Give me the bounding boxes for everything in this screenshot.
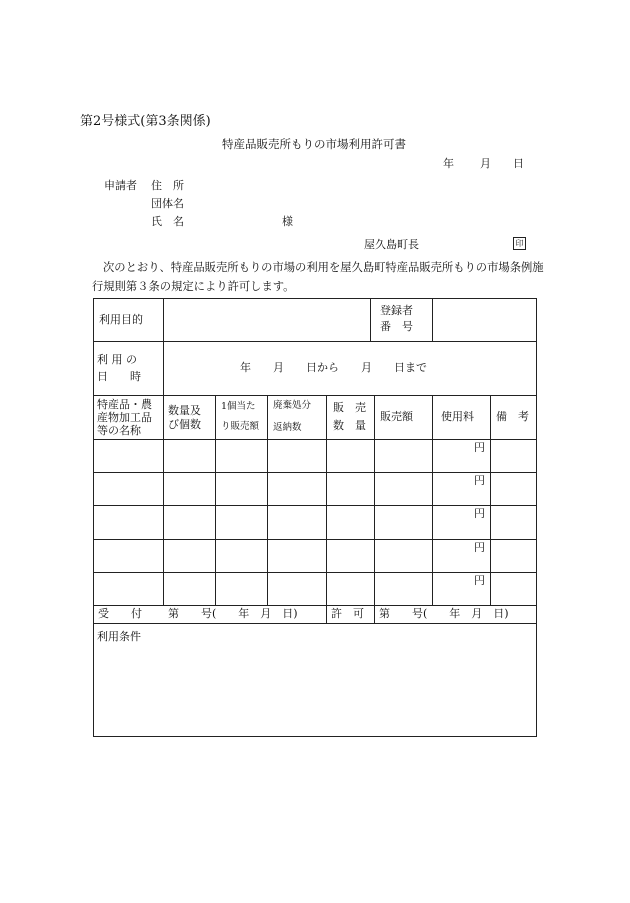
form-number-label: 第2号様式(第3条関係) — [80, 114, 211, 129]
header-product-name-2: 産物加工品 — [97, 411, 152, 424]
permission-label: 許 可 — [331, 607, 364, 620]
permission-number-date: 第 号( 年 月 日) — [379, 607, 509, 620]
permission-statement: 次のとおり、特産品販売所もりの市場の利用を屋久島町特産品販売所もりの市場条例施行規則第３条の規定により許可します。 — [92, 261, 544, 293]
date-year: 年 — [443, 157, 454, 170]
usage-conditions-label: 利用条件 — [97, 630, 141, 643]
header-sales-qty: 販 売 — [333, 401, 366, 414]
group-name-label: 団体名 — [151, 197, 184, 210]
name-label: 氏 名 — [151, 215, 184, 228]
registrant-number-label: 番 号 — [380, 320, 413, 333]
registrant-label: 登録者 — [380, 304, 413, 317]
date-month: 月 — [480, 157, 491, 170]
header-remarks: 備 考 — [496, 410, 529, 423]
header-quantity-2: び個数 — [168, 418, 201, 431]
fee-yen-unit: 円 — [474, 441, 485, 454]
usage-period-value: 年 月 日から 月 日まで — [240, 361, 427, 374]
applicant-label: 申請者 — [104, 179, 137, 192]
header-product-name-3: 等の名称 — [97, 424, 141, 437]
honorific-sama: 様 — [282, 215, 293, 228]
document-title: 特産品販売所もりの市場利用許可書 — [222, 137, 406, 151]
fee-yen-unit: 円 — [474, 541, 485, 554]
header-disposal-2: 返納数 — [273, 422, 302, 433]
usage-purpose-label: 利用目的 — [99, 313, 143, 326]
header-disposal: 廃棄処分 — [273, 400, 312, 411]
header-fee: 使用料 — [441, 410, 474, 423]
reception-number-date: 第 号( 年 月 日) — [168, 607, 298, 620]
header-unit-price-2: り販売額 — [221, 421, 260, 432]
seal-icon: 印 — [513, 237, 526, 250]
header-unit-price: 1個当た — [221, 401, 256, 412]
date-day: 日 — [513, 157, 524, 170]
issuer-name: 屋久島町長 — [364, 238, 419, 251]
header-product-name: 特産品・農 — [97, 398, 152, 411]
fee-yen-unit: 円 — [474, 474, 485, 487]
reception-label: 受 付 — [98, 607, 142, 620]
address-label: 住 所 — [151, 179, 184, 192]
header-sales-amount: 販売額 — [380, 410, 413, 423]
header-sales-qty-2: 数 量 — [333, 419, 366, 432]
header-quantity: 数量及 — [168, 404, 201, 417]
fee-yen-unit: 円 — [474, 507, 485, 520]
fee-yen-unit: 円 — [474, 574, 485, 587]
usage-datetime-label: 利 用 の — [97, 353, 137, 366]
usage-datetime-label-2: 日 時 — [97, 370, 141, 383]
